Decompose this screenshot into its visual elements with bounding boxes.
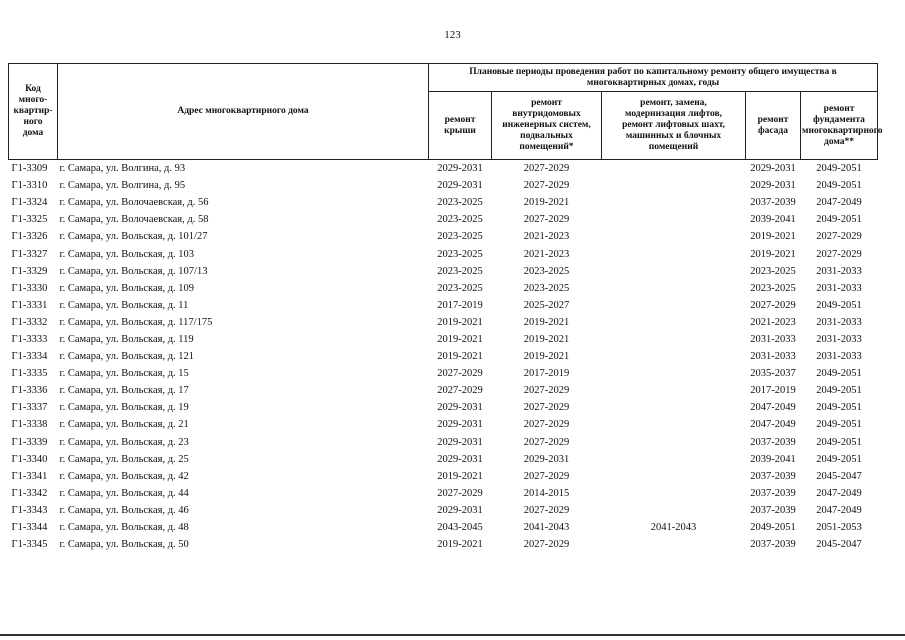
row-facade: 2021-2023 — [750, 316, 796, 328]
row-foundation: 2049-2051 — [816, 402, 862, 414]
row-roof: 2029-2031 — [437, 402, 483, 414]
row-roof: 2019-2021 — [437, 351, 483, 363]
row-foundation: 2031-2033 — [816, 265, 862, 277]
row-roof: 2029-2031 — [437, 419, 483, 431]
row-foundation: 2047-2049 — [816, 504, 862, 516]
row-facade: 2023-2025 — [750, 282, 796, 294]
row-code: Г1-3331 — [11, 299, 48, 311]
row-address: г. Самара, ул. Вольская, д. 101/27 — [59, 231, 208, 243]
table-row — [9, 297, 878, 314]
row-code: Г1-3336 — [11, 385, 48, 397]
row-systems: 2021-2023 — [523, 231, 570, 243]
header-periods — [429, 64, 878, 92]
row-foundation: 2031-2033 — [816, 316, 862, 328]
table-row — [9, 263, 878, 280]
row-systems: 2014-2015 — [523, 487, 570, 499]
row-elevators — [602, 416, 746, 433]
row-code: Г1-3329 — [11, 265, 48, 277]
row-foundation: 2051-2053 — [816, 522, 862, 534]
row-foundation: 2045-2047 — [816, 470, 862, 482]
row-elevators — [602, 365, 746, 382]
table-body — [9, 160, 878, 554]
row-elevators — [602, 468, 746, 485]
row-address: г. Самара, ул. Волочаевская, д. 58 — [59, 214, 209, 226]
row-foundation: 2049-2051 — [816, 214, 862, 226]
header-address-text: Адрес многоквартирного дома — [177, 106, 309, 116]
row-elevators — [602, 502, 746, 519]
row-code: Г1-3326 — [11, 231, 48, 243]
row-address: г. Самара, ул. Вольская, д. 44 — [59, 487, 189, 499]
row-address: г. Самара, ул. Вольская, д. 121 — [59, 351, 195, 363]
table-row — [9, 348, 878, 365]
row-elevators — [602, 536, 746, 553]
header-code-text: Код много- квартир- ного дома — [13, 84, 53, 138]
row-facade: 2027-2029 — [750, 299, 796, 311]
row-code: Г1-3343 — [11, 504, 48, 516]
row-elevators — [602, 485, 746, 502]
row-roof: 2023-2025 — [437, 265, 483, 277]
row-systems: 2019-2021 — [523, 333, 570, 345]
row-address: г. Самара, ул. Вольская, д. 17 — [59, 385, 189, 397]
row-facade: 2035-2037 — [750, 368, 796, 380]
row-elevators — [602, 160, 746, 178]
row-elevators — [602, 211, 746, 228]
row-address: г. Самара, ул. Вольская, д. 50 — [59, 539, 189, 551]
row-systems: 2025-2027 — [523, 299, 570, 311]
row-roof: 2027-2029 — [437, 385, 483, 397]
row-elevators — [602, 245, 746, 262]
row-foundation: 2027-2029 — [816, 248, 862, 260]
table-row — [9, 519, 878, 536]
row-roof: 2019-2021 — [437, 470, 483, 482]
row-foundation: 2049-2051 — [816, 163, 862, 175]
row-facade: 2017-2019 — [750, 385, 796, 397]
table-row — [9, 314, 878, 331]
row-code: Г1-3341 — [11, 470, 48, 482]
row-address: г. Самара, ул. Волгина, д. 93 — [59, 163, 186, 175]
header-facade-text: ремонт фасада — [757, 114, 789, 136]
row-code: Г1-3330 — [11, 282, 48, 294]
row-roof: 2019-2021 — [437, 316, 483, 328]
row-facade: 2047-2049 — [750, 402, 796, 414]
row-systems: 2027-2029 — [523, 539, 570, 551]
row-systems: 2019-2021 — [523, 197, 570, 209]
row-systems: 2017-2019 — [523, 368, 570, 380]
row-systems: 2027-2029 — [523, 419, 570, 431]
row-foundation: 2049-2051 — [816, 419, 862, 431]
row-facade: 2037-2039 — [750, 436, 796, 448]
row-facade: 2023-2025 — [750, 265, 796, 277]
header-elevators — [602, 92, 746, 160]
table-row — [9, 194, 878, 211]
row-address: г. Самара, ул. Вольская, д. 119 — [59, 333, 194, 345]
row-code: Г1-3333 — [11, 333, 48, 345]
row-foundation: 2031-2033 — [816, 351, 862, 363]
row-elevators — [602, 331, 746, 348]
header-periods-text: Плановые периоды проведения работ по капитальному ремонту общего имущества в многоквартирных домах, годы — [469, 66, 837, 88]
row-facade: 2037-2039 — [750, 197, 796, 209]
row-address: г. Самара, ул. Вольская, д. 23 — [59, 436, 189, 448]
row-code: Г1-3337 — [11, 402, 48, 414]
header-facade — [746, 92, 801, 160]
page-number: 123 — [444, 29, 461, 41]
row-code: Г1-3325 — [11, 214, 48, 226]
row-address: г. Самара, ул. Вольская, д. 21 — [59, 419, 189, 431]
header-foundation — [801, 92, 883, 160]
row-elevators — [602, 451, 746, 468]
table-row — [9, 536, 878, 553]
row-foundation: 2047-2049 — [816, 487, 862, 499]
row-address: г. Самара, ул. Вольская, д. 109 — [59, 282, 195, 294]
row-address: г. Самара, ул. Вольская, д. 117/175 — [59, 316, 213, 328]
table-row — [9, 177, 878, 194]
row-facade: 2037-2039 — [750, 470, 796, 482]
table-row — [9, 331, 878, 348]
row-roof: 2023-2025 — [437, 282, 483, 294]
row-roof: 2019-2021 — [437, 539, 483, 551]
row-roof: 2029-2031 — [437, 504, 483, 516]
row-roof: 2023-2025 — [437, 214, 483, 226]
row-roof: 2027-2029 — [437, 487, 483, 499]
header-roof-text: ремонт крыши — [444, 114, 476, 136]
row-address: г. Самара, ул. Вольская, д. 15 — [59, 368, 189, 380]
row-facade: 2037-2039 — [750, 504, 796, 516]
header-elevators-text: ремонт, замена, модернизация лифтов, ремонт лифтовых шахт, машинных и блочных помещений — [622, 98, 725, 152]
row-roof: 2017-2019 — [437, 299, 483, 311]
row-address: г. Самара, ул. Вольская, д. 107/13 — [59, 265, 208, 277]
row-address: г. Самара, ул. Вольская, д. 103 — [59, 248, 195, 260]
row-systems: 2019-2021 — [523, 351, 570, 363]
row-roof: 2023-2025 — [437, 197, 483, 209]
table-row — [9, 451, 878, 468]
row-code: Г1-3335 — [11, 368, 48, 380]
table-row — [9, 160, 878, 178]
row-foundation: 2049-2051 — [816, 368, 862, 380]
row-code: Г1-3334 — [11, 351, 48, 363]
row-roof: 2029-2031 — [437, 180, 483, 192]
row-facade: 2029-2031 — [750, 163, 796, 175]
row-code: Г1-3345 — [11, 539, 48, 551]
row-roof: 2019-2021 — [437, 333, 483, 345]
header-address — [58, 64, 429, 160]
row-roof: 2027-2029 — [437, 368, 483, 380]
row-elevators — [602, 228, 746, 245]
table-row — [9, 434, 878, 451]
row-systems: 2041-2043 — [523, 522, 570, 534]
table-row — [9, 245, 878, 262]
row-facade: 2039-2041 — [750, 453, 796, 465]
row-systems: 2027-2029 — [523, 504, 570, 516]
row-address: г. Самара, ул. Вольская, д. 11 — [59, 299, 189, 311]
header-systems — [492, 92, 602, 160]
row-systems: 2027-2029 — [523, 180, 570, 192]
row-code: Г1-3310 — [11, 180, 48, 192]
row-foundation: 2049-2051 — [816, 180, 862, 192]
header-systems-text: ремонт внутридомовых инженерных систем, подвальных помещений* — [502, 98, 591, 152]
row-foundation: 2031-2033 — [816, 282, 862, 294]
row-roof: 2023-2025 — [437, 248, 483, 260]
row-foundation: 2047-2049 — [816, 197, 862, 209]
table-row — [9, 468, 878, 485]
row-facade: 2039-2041 — [750, 214, 796, 226]
row-roof: 2023-2025 — [437, 231, 483, 243]
row-foundation: 2049-2051 — [816, 299, 862, 311]
table-row — [9, 502, 878, 519]
table-row — [9, 416, 878, 433]
row-facade: 2029-2031 — [750, 180, 796, 192]
row-systems: 2023-2025 — [523, 265, 570, 277]
row-systems: 2027-2029 — [523, 436, 570, 448]
row-code: Г1-3339 — [11, 436, 48, 448]
table-row — [9, 399, 878, 416]
row-elevators — [602, 194, 746, 211]
row-code: Г1-3344 — [11, 522, 48, 534]
row-foundation: 2045-2047 — [816, 539, 862, 551]
table-row — [9, 211, 878, 228]
row-elevators — [602, 280, 746, 297]
row-address: г. Самара, ул. Вольская, д. 46 — [59, 504, 189, 516]
row-facade: 2049-2051 — [750, 522, 796, 534]
row-elevators — [602, 382, 746, 399]
row-roof: 2029-2031 — [437, 453, 483, 465]
row-facade: 2031-2033 — [750, 333, 796, 345]
row-code: Г1-3327 — [11, 248, 48, 260]
bottom-divider — [0, 634, 905, 636]
row-systems: 2027-2029 — [523, 385, 570, 397]
row-code: Г1-3340 — [11, 453, 48, 465]
table-row — [9, 280, 878, 297]
row-elevators — [602, 177, 746, 194]
row-roof: 2043-2045 — [437, 522, 483, 534]
row-systems: 2019-2021 — [523, 316, 570, 328]
row-code: Г1-3324 — [11, 197, 48, 209]
row-facade: 2019-2021 — [750, 231, 796, 243]
row-address: г. Самара, ул. Вольская, д. 25 — [59, 453, 189, 465]
row-address: г. Самара, ул. Вольская, д. 42 — [59, 470, 189, 482]
row-foundation: 2031-2033 — [816, 333, 862, 345]
row-roof: 2029-2031 — [437, 163, 483, 175]
row-systems: 2027-2029 — [523, 402, 570, 414]
row-systems: 2023-2025 — [523, 282, 570, 294]
table-row — [9, 365, 878, 382]
row-elevators — [602, 348, 746, 365]
row-roof: 2029-2031 — [437, 436, 483, 448]
header-roof — [429, 92, 492, 160]
row-facade: 2037-2039 — [750, 539, 796, 551]
row-systems: 2027-2029 — [523, 214, 570, 226]
row-address: г. Самара, ул. Вольская, д. 48 — [59, 522, 189, 534]
table-row — [9, 485, 878, 502]
row-elevators — [602, 434, 746, 451]
row-foundation: 2049-2051 — [816, 385, 862, 397]
row-foundation: 2049-2051 — [816, 453, 862, 465]
row-facade: 2037-2039 — [750, 487, 796, 499]
row-address: г. Самара, ул. Волочаевская, д. 56 — [59, 197, 209, 209]
row-elevators — [602, 314, 746, 331]
row-elevators — [602, 297, 746, 314]
row-elevators: 2041-2043 — [650, 522, 697, 534]
row-code: Г1-3338 — [11, 419, 48, 431]
header-foundation-text: ремонт фундамента многоквартирного дома** — [802, 103, 883, 147]
row-facade: 2031-2033 — [750, 351, 796, 363]
row-elevators — [602, 263, 746, 280]
row-code: Г1-3309 — [11, 163, 48, 175]
row-address: г. Самара, ул. Вольская, д. 19 — [59, 402, 189, 414]
table-row — [9, 382, 878, 399]
row-systems: 2027-2029 — [523, 470, 570, 482]
row-systems: 2021-2023 — [523, 248, 570, 260]
header-code — [9, 64, 58, 160]
row-address: г. Самара, ул. Волгина, д. 95 — [59, 180, 186, 192]
row-foundation: 2049-2051 — [816, 436, 862, 448]
row-foundation: 2027-2029 — [816, 231, 862, 243]
table-row — [9, 228, 878, 245]
row-elevators — [602, 399, 746, 416]
row-code: Г1-3332 — [11, 316, 48, 328]
row-facade: 2019-2021 — [750, 248, 796, 260]
repair-schedule-table — [8, 63, 883, 553]
row-code: Г1-3342 — [11, 487, 48, 499]
row-systems: 2027-2029 — [523, 163, 570, 175]
row-systems: 2029-2031 — [523, 453, 570, 465]
row-facade: 2047-2049 — [750, 419, 796, 431]
